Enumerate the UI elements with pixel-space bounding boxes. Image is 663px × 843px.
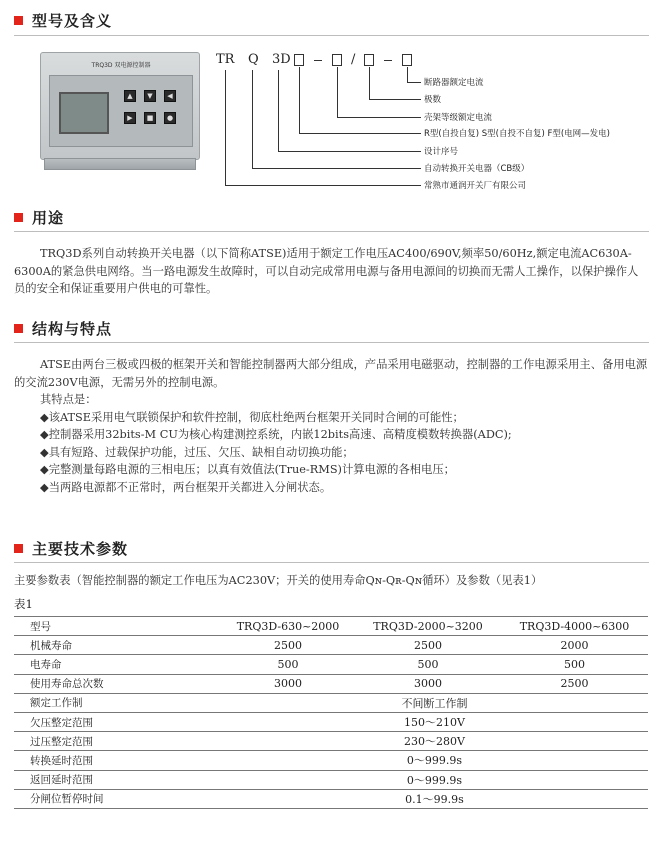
table-cell: 0～999.9s	[221, 751, 648, 770]
divider	[14, 342, 649, 343]
section-heading-structure	[14, 318, 112, 339]
table-cell: 3000	[221, 674, 355, 693]
connector-line	[369, 99, 421, 100]
header-cell: 型号	[14, 617, 221, 636]
feature-item: ◆控制器采用32bits-M CU为核心构建测控系统，内嵌12bits高速、高精度模数转换器(ADC);	[40, 428, 512, 441]
table-cell: 2500	[221, 636, 355, 655]
row-label: 分闸位暂停时间	[14, 789, 221, 808]
table-cell: 3000	[355, 674, 501, 693]
header-cell: TRQ3D-4000~6300	[501, 617, 648, 636]
header-cell: TRQ3D-2000~3200	[355, 617, 501, 636]
section-heading-usage	[14, 207, 64, 228]
header-cell: TRQ3D-630~2000	[221, 617, 355, 636]
device-title: TRQ3D 双电源控制器	[91, 62, 151, 69]
table-row	[14, 789, 648, 808]
code-dash	[384, 60, 392, 61]
connector-line	[299, 133, 421, 134]
device-button-icon: ◀	[164, 90, 176, 102]
code-3d: 3D	[272, 52, 291, 67]
divider	[14, 231, 649, 232]
row-label: 使用寿命总次数	[14, 674, 221, 693]
row-label: 返回延时范围	[14, 770, 221, 789]
section-heading-model	[14, 10, 112, 31]
connector-line	[299, 67, 300, 133]
row-label: 过压整定范围	[14, 732, 221, 751]
table-row	[14, 770, 648, 789]
code-dash	[314, 60, 322, 61]
legend-design-no: 设计序号	[424, 147, 459, 157]
table-row	[14, 712, 648, 731]
row-label: 欠压整定范围	[14, 712, 221, 731]
code-box	[332, 54, 342, 66]
connector-line	[407, 82, 421, 83]
table-cell: 2000	[501, 636, 648, 655]
divider	[14, 562, 649, 563]
table-row	[14, 636, 648, 655]
legend-atse: 自动转换开关电器（CB级）	[424, 164, 530, 174]
row-label: 电寿命	[14, 655, 221, 674]
feature-item: ◆该ATSE采用电气联锁保护和软件控制，彻底杜绝两台框架开关同时合闸的可能性；	[40, 410, 464, 424]
table-cell: 500	[355, 655, 501, 674]
red-square-icon	[14, 16, 23, 25]
connector-line	[278, 151, 421, 152]
connector-line	[337, 117, 421, 118]
red-square-icon	[14, 324, 23, 333]
table-cell: 0.1～99.9s	[221, 789, 648, 808]
legend-types: R型(自投自复) S型(自投不自复) F型(电网—发电)	[424, 129, 610, 139]
row-label: 机械寿命	[14, 636, 221, 655]
usage-paragraph: TRQ3D系列自动转换开关电器（以下简称ATSE)适用于额定工作电压AC400/690V,频率50/60Hz,额定电流AC630A- 6300A的紧急供电网络。当一路电源发生故障时，可以自动完成常用电源与备用电源间的切换而无需人工操作，以保护操作人员的安全和保证重要用户供电的可靠性。	[14, 247, 639, 295]
table-row	[14, 655, 648, 674]
table-cell: 500	[221, 655, 355, 674]
red-square-icon	[14, 213, 23, 222]
legend-frame-current: 壳架等级额定电流	[424, 113, 493, 123]
code-box	[402, 54, 412, 66]
features-title: 其特点是：	[40, 393, 97, 406]
table-cell: 不间断工作制	[221, 693, 648, 712]
connector-line	[278, 70, 279, 151]
structure-block	[14, 356, 649, 496]
feature-item: ◆完整测量每路电源的三相电压；以真有效值法(True-RMS)计算电源的各相电压；	[40, 463, 455, 476]
device-button-icon: ●	[164, 112, 176, 124]
table-label: 表1	[14, 597, 33, 611]
structure-intro: ATSE由两台三极或四极的框架开关和智能控制器两大部分组成，产品采用电磁驱动，控制器的工作电源采用主、备用电源的交流230V电源，无需另外的控制电源。	[14, 358, 648, 389]
connector-line	[225, 70, 226, 185]
connector-line	[252, 70, 253, 168]
table-row	[14, 674, 648, 693]
connector-line	[407, 67, 408, 82]
code-box	[294, 54, 304, 66]
connector-line	[369, 67, 370, 99]
device-panel	[49, 75, 193, 147]
table-row	[14, 732, 648, 751]
device-button-icon: ▶	[124, 112, 136, 124]
code-box	[364, 54, 374, 66]
table-cell: 2500	[501, 674, 648, 693]
features-list	[14, 409, 649, 497]
device-button-icon: ■	[144, 112, 156, 124]
legend-rated-current: 断路器额定电流	[424, 78, 484, 88]
feature-item: ◆当两路电源都不正常时，两台框架开关都进入分闸状态。	[40, 480, 332, 494]
legend-poles: 极数	[424, 95, 442, 105]
section-title: 主要技术参数	[32, 540, 129, 558]
row-label: 转换延时范围	[14, 751, 221, 770]
device-button-icon: ▲	[124, 90, 136, 102]
table-header-row	[14, 617, 648, 636]
params-table	[14, 616, 648, 809]
code-tr: TR	[216, 52, 235, 67]
device-base	[44, 158, 196, 170]
table-row	[14, 693, 648, 712]
connector-line	[225, 185, 421, 186]
connector-line	[337, 67, 338, 117]
table-cell: 230～280V	[221, 732, 648, 751]
table-row	[14, 751, 648, 770]
device-screen	[59, 92, 109, 134]
row-label: 额定工作制	[14, 693, 221, 712]
code-q: Q	[248, 52, 259, 67]
code-slash: /	[351, 52, 356, 67]
legend-company: 常熟市通润开关厂有限公司	[424, 181, 527, 191]
params-intro: 主要参数表（智能控制器的额定工作电压为AC230V；开关的使用寿命Qɴ-Qʀ-Qɴ循环）及参数（见表1）	[14, 574, 543, 587]
section-title: 型号及含义	[32, 12, 113, 30]
table-cell: 500	[501, 655, 648, 674]
table-cell: 2500	[355, 636, 501, 655]
table-cell: 150～210V	[221, 712, 648, 731]
controller-device-image	[40, 52, 200, 170]
device-body	[40, 52, 200, 160]
connector-line	[252, 168, 421, 169]
divider	[14, 35, 649, 36]
red-square-icon	[14, 544, 23, 553]
section-title: 用途	[32, 209, 65, 227]
device-button-icon: ▼	[144, 90, 156, 102]
table-cell: 0～999.9s	[221, 770, 648, 789]
section-heading-params	[14, 538, 128, 559]
feature-item: ◆具有短路、过载保护功能，过压、欠压、缺相自动切换功能；	[40, 445, 354, 459]
section-title: 结构与特点	[32, 320, 113, 338]
